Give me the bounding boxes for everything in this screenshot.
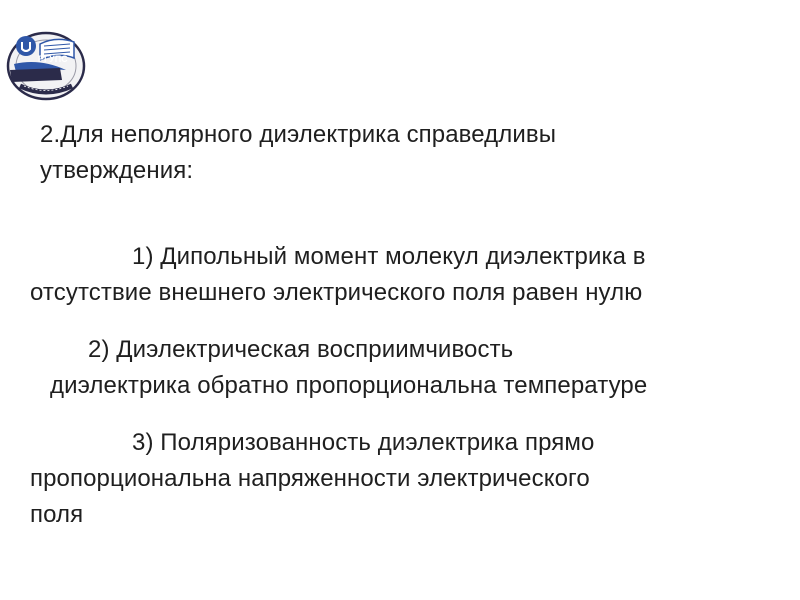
answer-1-line-1: 1) Дипольный момент молекул диэлектрика в: [132, 243, 646, 270]
answer-3-line-1: 3) Поляризованность диэлектрика прямо: [132, 429, 595, 456]
answer-1-line-2: отсутствие внешнего электрического поля равен нулю: [30, 279, 643, 306]
answer-2-line-1: 2) Диэлектрическая восприимчивость: [88, 336, 514, 363]
answer-2-line-2: диэлектрика обратно пропорциональна температуре: [50, 372, 648, 399]
question-line-1: 2.Для неполярного диэлектрика справедливы: [40, 121, 557, 148]
logo-text: РГУПС: [38, 54, 68, 64]
question-line-2: утверждения:: [40, 157, 194, 184]
answer-3-line-2: пропорциональна напряженности электрического: [30, 465, 590, 492]
university-logo: [0, 22, 96, 102]
answer-3-line-3: поля: [30, 501, 84, 528]
